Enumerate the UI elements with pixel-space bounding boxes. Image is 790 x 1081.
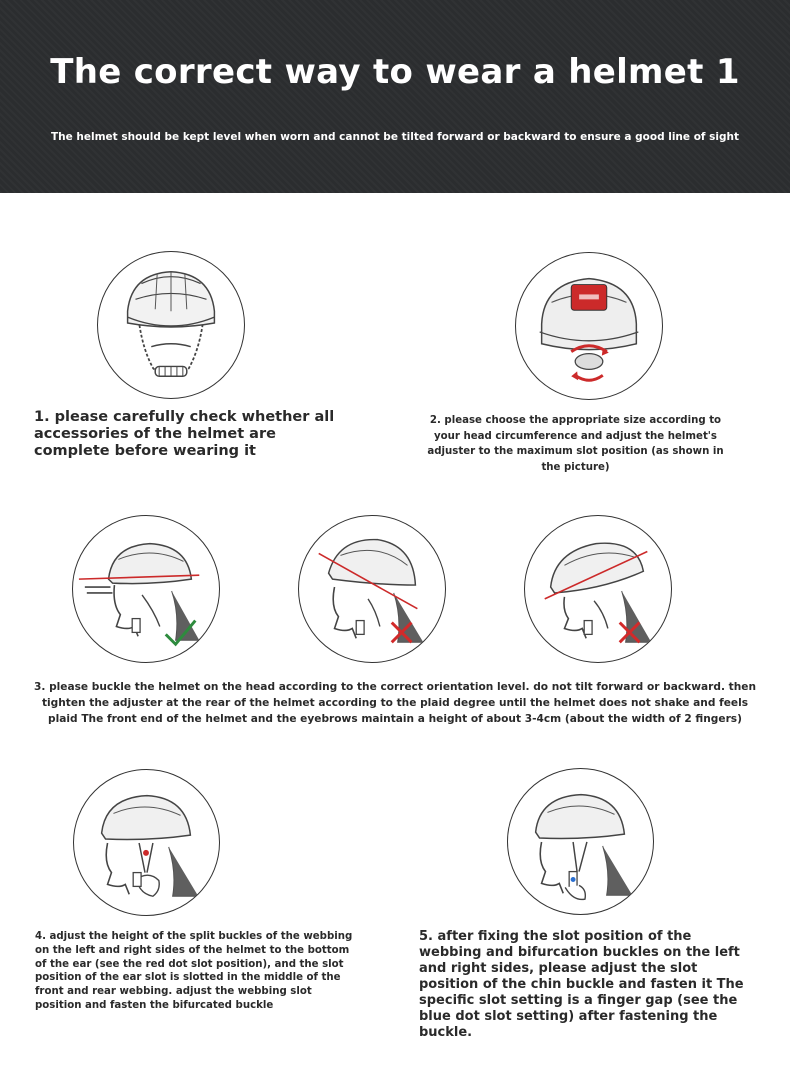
header-banner [0,0,790,193]
helmet-ear-buckle-icon [73,769,220,916]
page-subtitle: The helmet should be kept level when worn and cannot be tilted forward or backward to ensure a good line of sight [51,131,739,143]
helmet-front-icon [97,251,245,399]
step-2-text: 2. please choose the appropriate size according to your head circumference and adjust the helmet's adjuster to the maximum slot position (as shown in the picture) [427,415,724,473]
step-3-text: 3. please buckle the helmet on the head according to the correct orientation level. do not tilt forward or backward. then tighten the adjuster at the rear of the helmet according to the plaid degree until the helmet does not shake and feels plaid The front end of the helmet and the eyebrows maintain a height of about 3-4cm (about the width of 2 fingers) [34,681,756,726]
step-1-text: 1. please carefully check whether all accessories of the helmet are complete before wearing it [34,409,335,459]
step-5-text: 5. after fixing the slot position of the webbing and bifurcation buckles on the left and right sides, please adjust the slot position of the chin buckle and fasten it The specific slot setting is a finger gap (see the blue dot slot setting) after fastening the buckle. [419,929,744,1040]
page-title: The correct way to wear a helmet 1 [50,52,740,92]
helmet-chin-buckle-icon [507,768,654,915]
step-4-text: 4. adjust the height of the split buckles of the webbing on the left and right sides of the helmet to the bottom of the ear (see the red dot slot position), and the slot position of the ear slot is slotted in the middle of the front and rear webbing. adjust the webbing slot position and fasten the bifurcated buckle [35,931,353,1011]
helmet-tilted-back-wrong-icon [298,515,446,663]
helmet-rear-adjuster-icon [515,252,663,400]
helmet-tilted-forward-wrong-icon [524,515,672,663]
helmet-level-correct-icon [72,515,220,663]
